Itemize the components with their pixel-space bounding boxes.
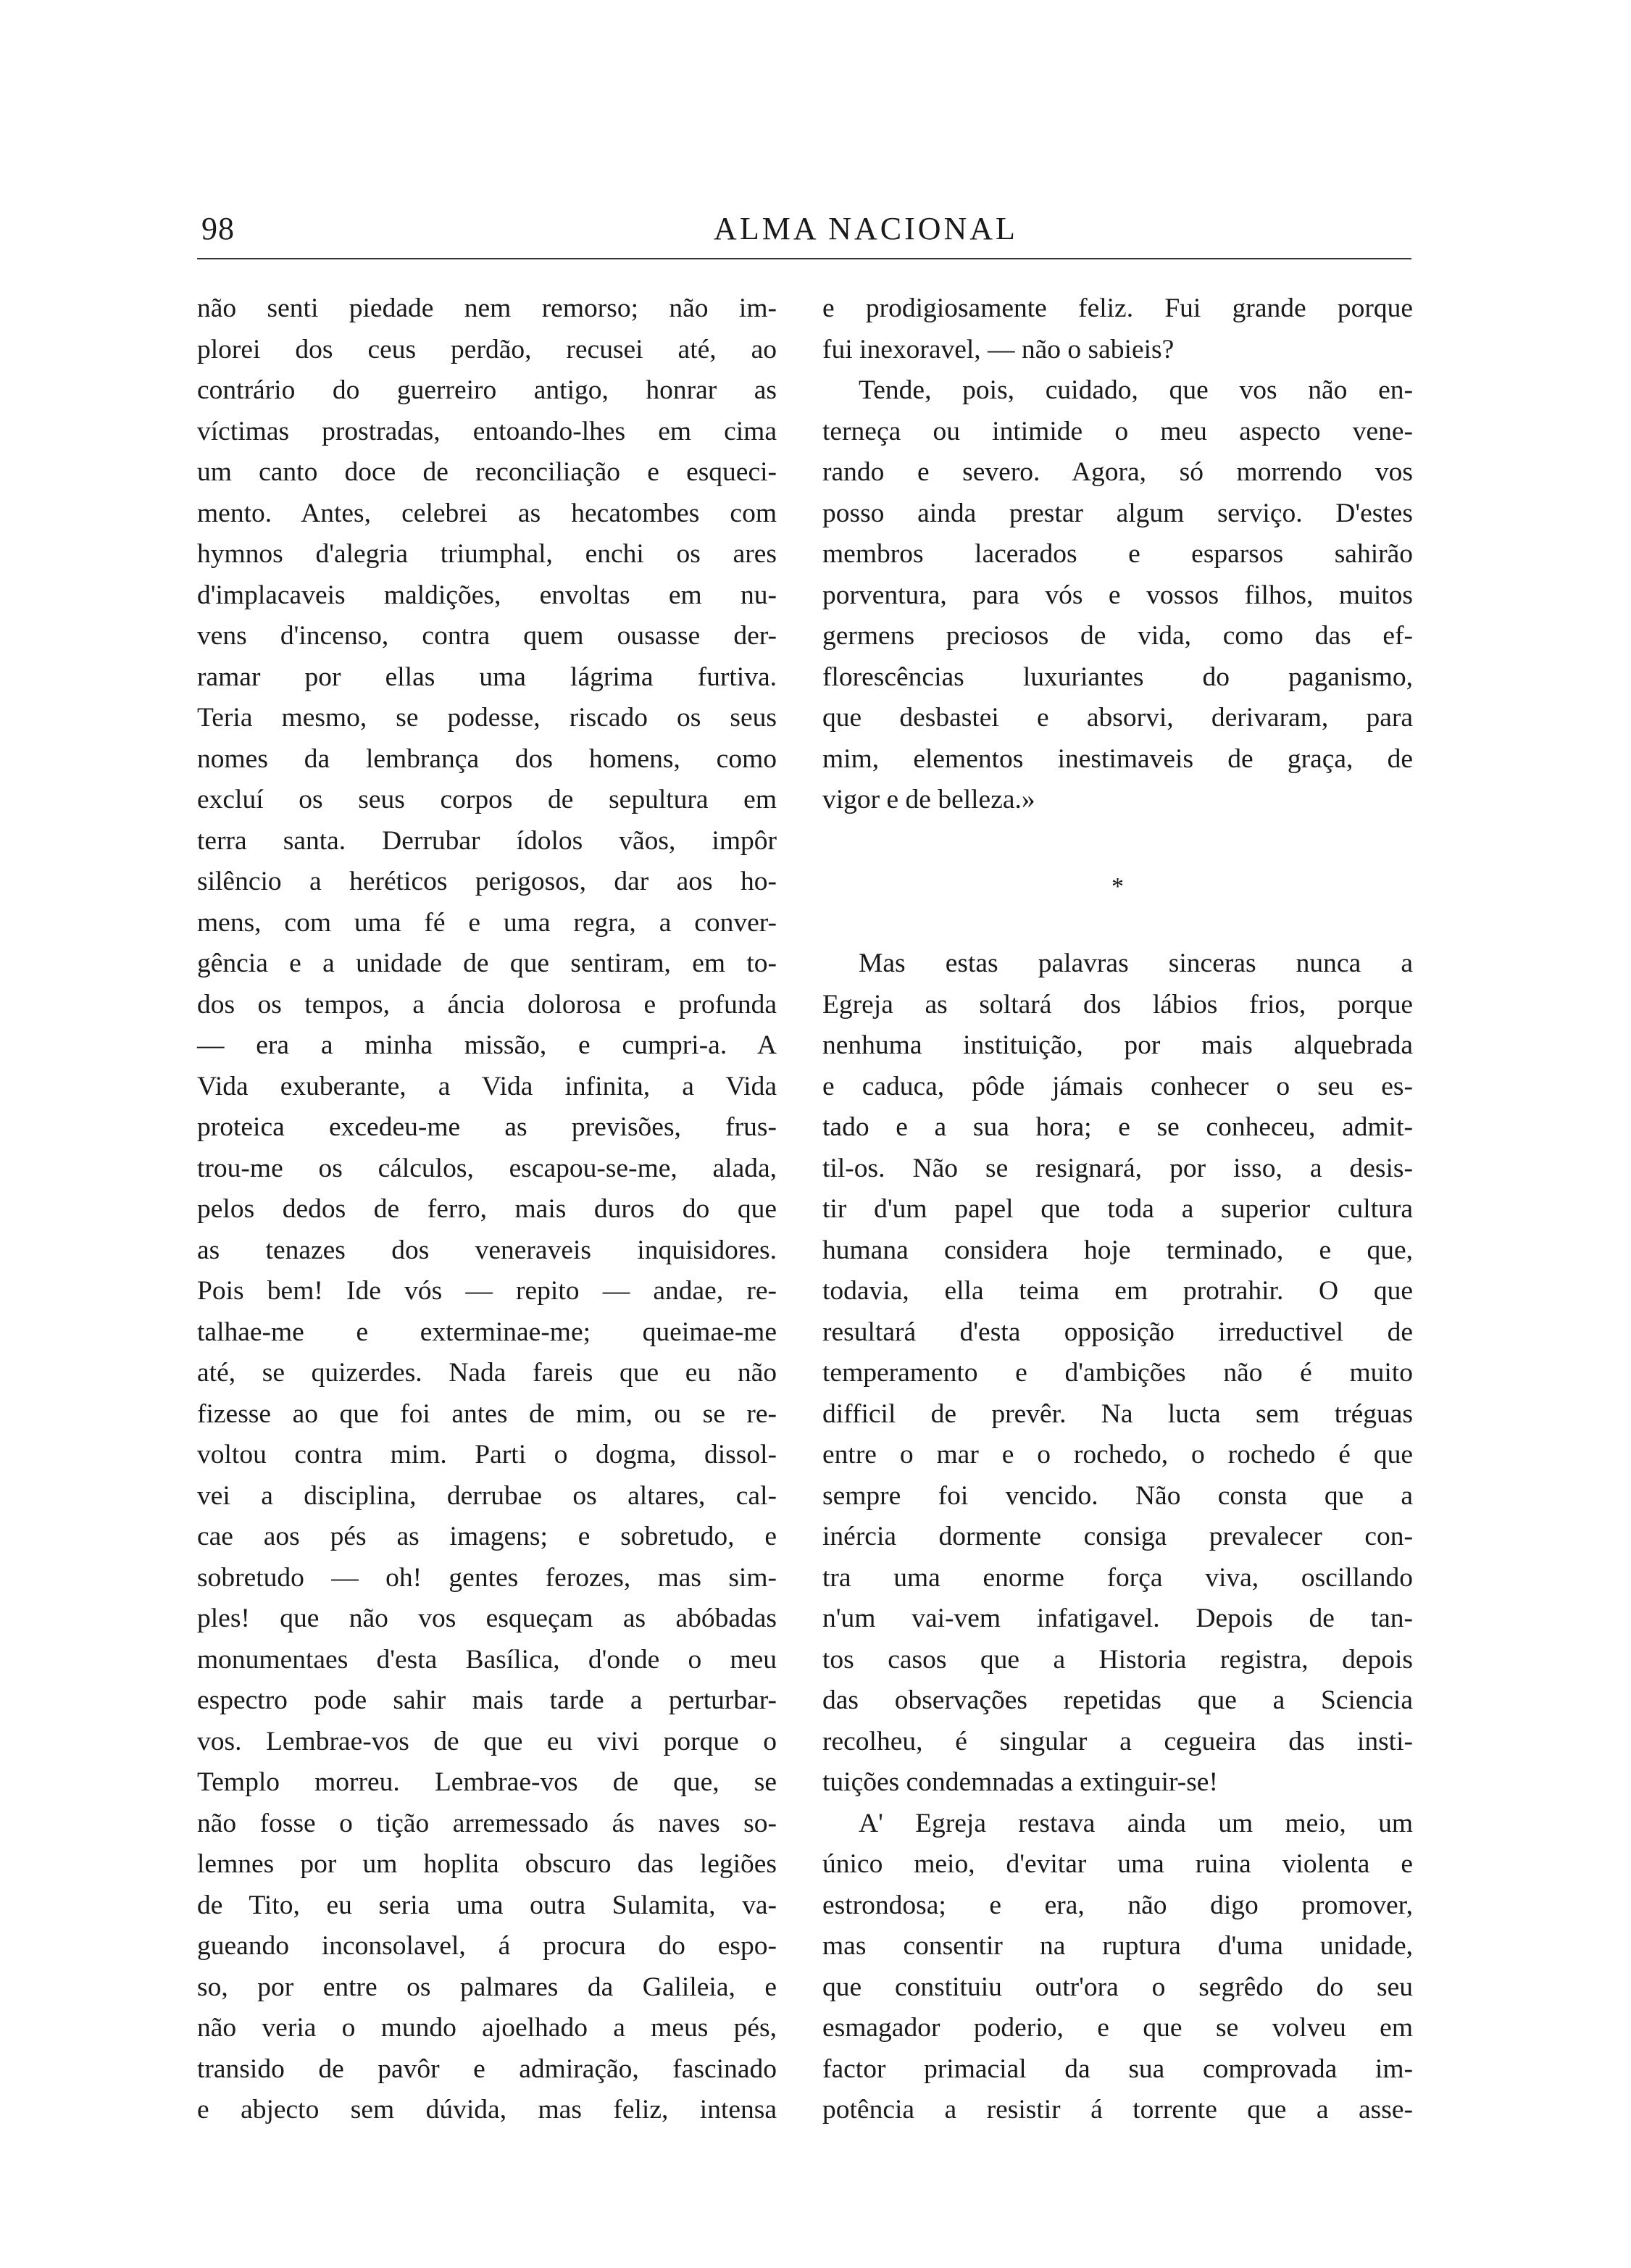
text-line: ramar por ellas uma lágrima furtiva. [197, 662, 777, 692]
text-line: vos. Lembrae-vos de que eu vivi porque o [197, 1726, 777, 1756]
text-line: ples! que não vos esqueçam as abóbadas [197, 1604, 777, 1633]
text-line: vens d'incenso, contra quem ousasse der- [197, 621, 777, 651]
text-line: e abjecto sem dúvida, mas feliz, intensa [197, 2095, 777, 2125]
text-line: potência a resistir á torrente que a asse- [822, 2095, 1413, 2125]
text-line: de Tito, eu seria uma outra Sulamita, va- [197, 1890, 777, 1920]
text-line: germens preciosos de vida, como das ef- [822, 621, 1413, 651]
text-line: que desbastei e absorvi, derivaram, para [822, 703, 1413, 733]
text-line: tra uma enorme força viva, oscillando [822, 1562, 1413, 1593]
text-line: e prodigiosamente feliz. Fui grande porque [822, 293, 1413, 323]
text-line: estrondosa; e era, não digo promover, [822, 1890, 1413, 1920]
text-line: nenhuma instituição, por mais alquebrada [822, 1030, 1413, 1060]
text-line: silêncio a heréticos perigosos, dar aos ho- [197, 867, 777, 896]
text-line: não senti piedade nem remorso; não im- [197, 293, 777, 323]
text-line: A' Egreja restava ainda um meio, um [859, 1808, 1413, 1838]
text-line: pelos dedos de ferro, mais duros do que [197, 1194, 777, 1224]
text-line: esmagador poderio, e que se volveu em [822, 2013, 1413, 2043]
header-rule [197, 258, 1411, 259]
text-line: plorei dos ceus perdão, recusei até, ao [197, 334, 777, 364]
text-line: recolheu, é singular a cegueira das insti- [822, 1726, 1413, 1756]
text-line: contrário do guerreiro antigo, honrar as [197, 375, 777, 405]
text-line: — era a minha missão, e cumpri-a. A [197, 1030, 777, 1060]
text-line: terneça ou intimide o meu aspecto vene- [822, 416, 1413, 446]
text-line: til-os. Não se resignará, por isso, a desis- [822, 1153, 1413, 1183]
text-line: cae aos pés as imagens; e sobretudo, e [197, 1522, 777, 1551]
text-line: trou-me os cálculos, escapou-se-me, alada, [197, 1153, 777, 1183]
text-line: vigor e de belleza.» [822, 785, 1035, 814]
text-line: excluí os seus corpos de sepultura em [197, 785, 777, 814]
blank-line [822, 903, 1413, 944]
text-line: fizesse ao que foi antes de mim, ou se re- [197, 1398, 777, 1429]
text-line: dos os tempos, a áncia dolorosa e profunda [197, 989, 777, 1020]
text-line: único meio, d'evitar uma ruina violenta e [822, 1849, 1413, 1879]
text-line: hymnos d'alegria triumphal, enchi os ares [197, 539, 777, 569]
text-line: tado e a sua hora; e se conheceu, admit- [822, 1112, 1413, 1142]
text-line: voltou contra mim. Parti o dogma, dissol- [197, 1440, 777, 1469]
text-line: mas consentir na ruptura d'uma unidade, [822, 1931, 1413, 1961]
right-column [822, 288, 1413, 2131]
text-line: víctimas prostradas, entoando-lhes em cima [197, 416, 777, 446]
text-line: Teria mesmo, se podesse, riscado os seus [197, 703, 777, 733]
text-line: factor primacial da sua comprovada im- [822, 2054, 1413, 2084]
text-line: n'um vai-vem infatigavel. Depois de tan- [822, 1604, 1413, 1633]
text-line: nomes da lembrança dos homens, como [197, 743, 777, 774]
left-column [197, 288, 777, 2131]
text-line: sobretudo — oh! gentes ferozes, mas sim- [197, 1562, 777, 1593]
text-line: Egreja as soltará dos lábios frios, porque [822, 989, 1413, 1020]
text-line: monumentaes d'esta Basílica, d'onde o meu [197, 1644, 777, 1675]
text-line: transido de pavôr e admiração, fascinado [197, 2054, 777, 2084]
text-line: humana considera hoje terminado, e que, [822, 1235, 1413, 1265]
running-head [196, 207, 1413, 258]
running-title: ALMA NACIONAL [714, 211, 1018, 246]
text-line: espectro pode sahir mais tarde a perturbar- [197, 1685, 777, 1715]
text-line: rando e severo. Agora, só morrendo vos [822, 457, 1413, 487]
text-line: Pois bem! Ide vós — repito — andae, re- [197, 1276, 777, 1306]
blank-line [822, 821, 1413, 862]
text-line: vei a disciplina, derrubae os altares, cal- [197, 1480, 777, 1511]
text-line: resultará d'esta opposição irreductivel de [822, 1317, 1413, 1347]
text-line: so, por entre os palmares da Galileia, e [197, 1972, 777, 2002]
text-line: Templo morreu. Lembrae-vos de que, se [197, 1767, 777, 1797]
text-line: proteica excedeu-me as previsões, frus- [197, 1112, 777, 1142]
text-line: porventura, para vós e vossos filhos, muitos [822, 580, 1413, 610]
text-line: Vida exuberante, a Vida infinita, a Vida [197, 1071, 777, 1101]
text-line: mento. Antes, celebrei as hecatombes com [197, 498, 777, 528]
text-line: todavia, ella teima em protrahir. O que [822, 1276, 1413, 1306]
text-line: até, se quizerdes. Nada fareis que eu não [197, 1358, 777, 1388]
text-line: das observações repetidas que a Sciencia [822, 1685, 1413, 1715]
text-line: gência e a unidade de que sentiram, em to- [197, 949, 777, 978]
text-line: sempre foi vencido. Não consta que a [822, 1480, 1413, 1511]
text-line: d'implacaveis maldições, envoltas em nu- [197, 580, 777, 610]
page-number: 98 [201, 211, 235, 246]
text-line: talhae-me e exterminae-me; queimae-me [197, 1317, 777, 1347]
text-line: entre o mar e o rochedo, o rochedo é que [822, 1440, 1413, 1469]
text-line: florescências luxuriantes do paganismo, [822, 662, 1413, 692]
text-line: não veria o mundo ajoelhado a meus pés, [197, 2013, 777, 2043]
text-line: um canto doce de reconciliação e esqueci- [197, 457, 777, 487]
text-line: tir d'um papel que toda a superior cultura [822, 1194, 1413, 1224]
section-separator: * [1111, 873, 1124, 900]
text-line: tos casos que a Historia registra, depois [822, 1644, 1413, 1675]
text-line: lemnes por um hoplita obscuro das legiões [197, 1849, 777, 1879]
text-line: não fosse o tição arremessado ás naves so- [197, 1808, 777, 1838]
text-line: membros lacerados e esparsos sahirão [822, 539, 1413, 569]
text-line: mens, com uma fé e uma regra, a conver- [197, 907, 777, 938]
text-line: difficil de prevêr. Na lucta sem tréguas [822, 1398, 1413, 1429]
text-line: mim, elementos inestimaveis de graça, de [822, 743, 1413, 774]
text-line: e caduca, pôde jámais conhecer o seu es- [822, 1071, 1413, 1101]
text-line: tuições condemnadas a extinguir-se! [822, 1767, 1218, 1797]
text-line: que constituiu outr'ora o segrêdo do seu [822, 1972, 1413, 2002]
text-line: gueando inconsolavel, á procura do espo- [197, 1931, 777, 1961]
text-line: fui inexoravel, — não o sabieis? [822, 334, 1175, 364]
text-line: Mas estas palavras sinceras nunca a [859, 949, 1413, 978]
text-line: posso ainda prestar algum serviço. D'estes [822, 498, 1413, 528]
text-line: inércia dormente consiga prevalecer con- [822, 1522, 1413, 1551]
text-line: Tende, pois, cuidado, que vos não en- [859, 375, 1413, 405]
text-line: as tenazes dos veneraveis inquisidores. [197, 1235, 777, 1265]
text-line: temperamento e d'ambições não é muito [822, 1358, 1413, 1388]
text-line: terra santa. Derrubar ídolos vãos, impôr [197, 825, 777, 856]
